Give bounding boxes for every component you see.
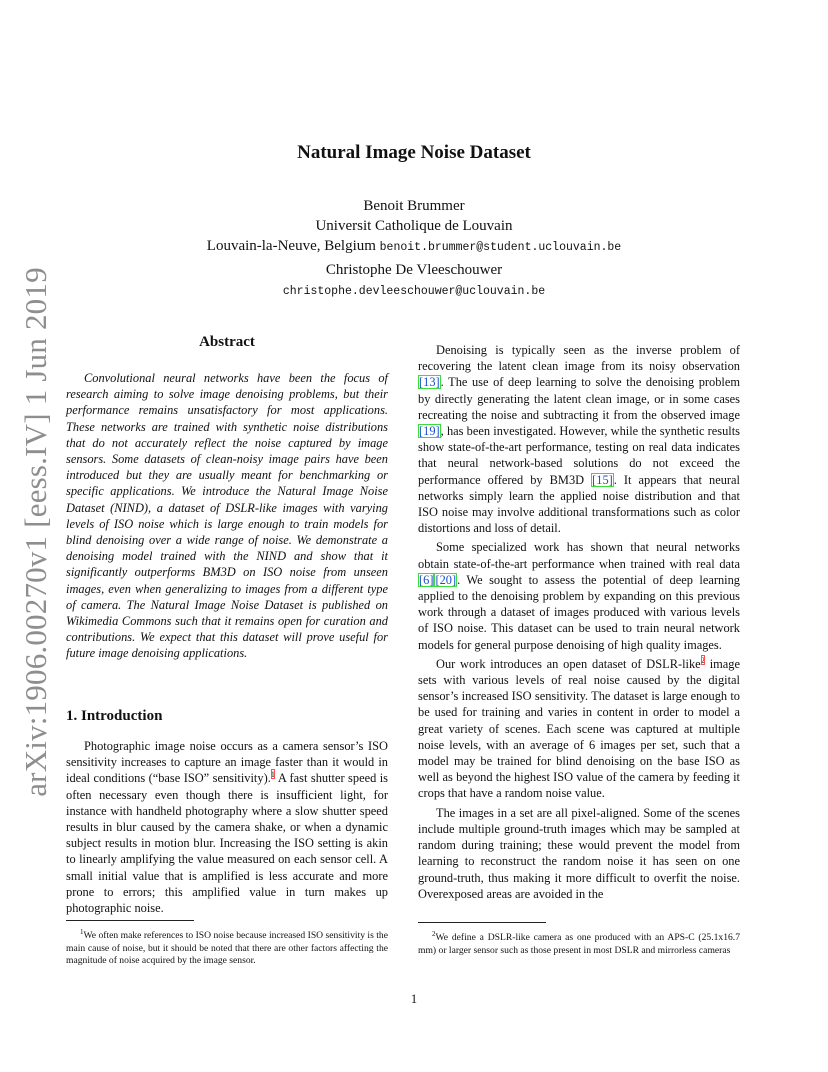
body-text: Denoising is typically seen as the inverse problem of recovering the latent clean image from its noisy observation xyxy=(418,343,740,374)
body-paragraph: The images in a set are all pixel-aligned. Some of the scenes include multiple ground-truth images which may be sampled at random during training; these would prevent the model from learning to reconstruct the random noise it has seen on one ground-truth, thus making it more difficult to overfit the noise. Overexposed areas are avoided in the xyxy=(418,805,740,901)
citation-link[interactable]: [13] xyxy=(419,375,440,390)
citation-link[interactable]: [6] xyxy=(419,572,434,587)
author-email[interactable]: christophe.devleeschouwer@uclouvain.be xyxy=(282,285,546,298)
body-paragraph xyxy=(418,539,740,652)
intro-body xyxy=(66,738,388,916)
citation-link[interactable]: [15] xyxy=(592,472,613,487)
arxiv-identifier-text: arXiv:1906.00270v1 [eess.IV] 1 Jun 2019 xyxy=(18,267,54,797)
body-text: . The use of deep learning to solve the denoising problem by directly generating the latent clean image, or in some cases recreating the noise and subtracting it from the observed image xyxy=(418,375,740,422)
intro-paragraph xyxy=(66,738,388,916)
page-number: 1 xyxy=(410,992,418,1006)
author-name: Christophe De Vleeschouwer xyxy=(325,262,503,278)
author-name: Benoit Brummer xyxy=(363,198,465,214)
body-text: . It appears that neural networks simply learn the applied noise distribution and that ISO noise may involve additional transformations such as color distortions and loss of detail. xyxy=(418,472,740,536)
footnote-text: We often make references to ISO noise because increased ISO sensitivity is the main cause of noise, but it should be noted that there are other factors affecting the magnitude of noise acquired by the image sensor. xyxy=(66,930,388,966)
footnote-text: We define a DSLR-like camera as one produced with an APS-C (25.1x16.7 mm) or larger sensor such as those present in most DSLR and mirrorless cameras xyxy=(418,932,740,956)
body-text: . We sought to assess the potential of deep learning applied to the denoising problem by expanding on this previous work through a dataset of images produced with various levels of ISO noise. This dataset can be used to train neural network models for general purpose denoising of high quality images. xyxy=(418,572,740,652)
author-email[interactable]: benoit.brummer@student.uclouvain.be xyxy=(379,241,622,254)
footnote-divider-left xyxy=(66,920,194,921)
footnote-link-1[interactable]: 1 xyxy=(270,769,276,780)
right-column-body xyxy=(418,342,740,902)
citation-link[interactable]: [19] xyxy=(419,424,440,439)
arxiv-identifier-stamp xyxy=(14,267,58,797)
author-block-1 xyxy=(0,196,828,258)
abstract-text: Convolutional neural networks have been the focus of research aiming to solve image denoising problems, but their performance remains unsatisfactory for most applications. These networks are trained with synthetic noise distributions that do not accurately reflect the noise captured by image sensors. Some datasets of clean-noisy image pairs have been introduced but they are usually meant for benchmarking or specific applications. We introduce the Natural Image Noise Dataset (NIND), a dataset of DSLR-like images with varying levels of ISO noise which is large enough to train models for blind denoising over a wide range of noise. We demonstrate a denoising model trained with the NIND and show that it significantly outperforms BM3D on ISO noise from unseen images, even when generalizing to images from a different type of camera. The Natural Image Noise Dataset is published on Wikimedia Commons such that it remains open for curation and contributions. We expect that this dataset will prove useful for future image denoising applications. xyxy=(66,371,388,661)
abstract-heading: Abstract xyxy=(199,334,255,350)
section-heading-introduction: 1. Introduction xyxy=(66,708,163,724)
footnote-divider-right xyxy=(418,922,546,923)
author-affiliation: Universit Catholique de Louvain xyxy=(315,218,513,234)
body-text: , has been investigated. However, while the synthetic results show state-of-the-art performance, testing on real data indicates that neural network-based solutions do not exceed the performance offered by BM3D xyxy=(418,424,740,487)
body-text: Our work introduces an open dataset of DSLR-like xyxy=(436,656,701,671)
author-location-line xyxy=(0,236,828,258)
body-text: image sets with various levels of real noise caused by the digital sensor’s increased ISO sensitivity. The dataset is large enough to be used for training and varies in content in order to model a great variety of scenes. Each scene was captured at multiple noise levels, with an average of 6 images per set, such that a model may be trained for blind denoising on the base ISO as well as beyond the highest ISO value of the camera by feeding it crops that have a random noise value. xyxy=(418,656,740,801)
intro-text: Photographic image noise occurs as a camera sensor’s ISO sensitivity increases to capture an image faster than it would in ideal conditions (“base ISO” sensitivity). xyxy=(66,739,388,786)
intro-text: A fast shutter speed is often necessary even though there is insufficient light, for instance with handheld photography where a slow shutter speed results in blur caused by the camera shake, or when a dynamic subject results in motion blur. Increasing the ISO setting is akin to linearly amplifying the value measured on each sensor cell. A small initial value that is amplified is less accurate and more prone to errors; this amplified value in turn makes up photographic noise. xyxy=(66,771,388,916)
footnote-number: 2 xyxy=(432,930,436,938)
footnote-2 xyxy=(418,928,740,957)
author-location: Louvain-la-Neuve, Belgium xyxy=(206,238,376,254)
footnote-number: 1 xyxy=(80,928,84,936)
paper-title: Natural Image Noise Dataset xyxy=(297,142,531,163)
footnote-link-2[interactable]: 2 xyxy=(700,654,705,665)
body-text: Some specialized work has shown that neural networks obtain state-of-the-art performance when trained with real data xyxy=(418,540,740,571)
author-block-2 xyxy=(0,260,828,302)
body-paragraph xyxy=(418,342,740,536)
footnote-1 xyxy=(66,926,388,967)
body-paragraph xyxy=(418,656,740,802)
abstract-body xyxy=(66,370,388,662)
citation-link[interactable]: [20] xyxy=(435,572,457,587)
